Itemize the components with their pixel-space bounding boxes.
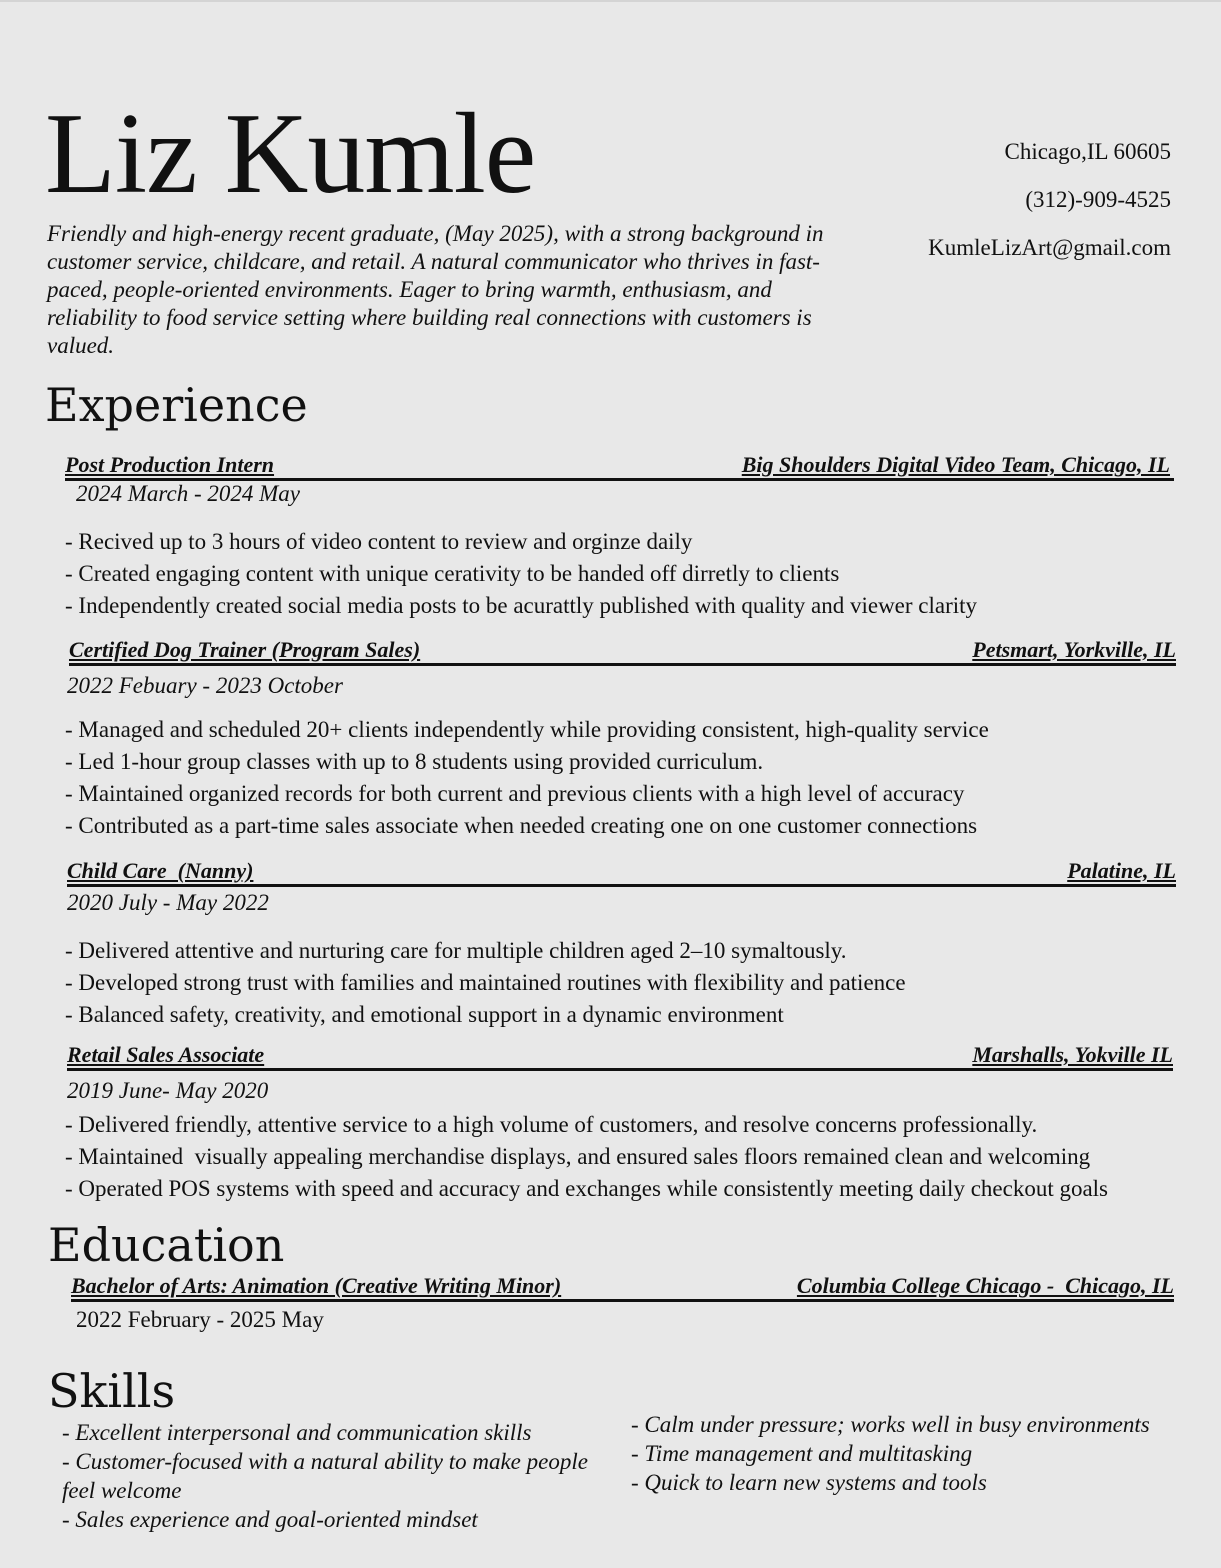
job-dates: 2024 March - 2024 May (76, 481, 300, 506)
education-dates: 2022 February - 2025 May (76, 1307, 324, 1332)
job-dates: 2020 July - May 2022 (67, 890, 269, 915)
job-location: Marshalls, Yokville IL (972, 1042, 1173, 1067)
skills-heading: Skills (48, 1364, 176, 1418)
job-bullets (65, 1109, 1108, 1205)
job-bullets (65, 526, 977, 622)
skill-item: - Customer-focused with a natural ability to make people feel welcome (62, 1449, 588, 1503)
contact-phone: (312)-909-4525 (1025, 187, 1171, 212)
job-title: Child Care (Nanny) (67, 858, 254, 883)
job-bullet: - Recived up to 3 hours of video content to review and orginze daily (65, 529, 693, 554)
skills-list-right (631, 1410, 1201, 1497)
experience-heading: Experience (45, 378, 308, 432)
job-location: Big Shoulders Digital Video Team, Chicago, IL (741, 452, 1170, 477)
job-bullet: - Developed strong trust with families and maintained routines with flexibility and patience (65, 970, 906, 995)
job-header (65, 452, 1174, 481)
job-bullet: - Contributed as a part-time sales associate when needed creating one on one customer connections (65, 813, 978, 838)
job-bullet: - Operated POS systems with speed and accuracy and exchanges while consistently meeting daily checkout goals (65, 1176, 1109, 1201)
job-bullets (65, 714, 989, 842)
job-header (67, 858, 1176, 887)
resume-name: Liz Kumle (45, 90, 536, 218)
skill-item: - Excellent interpersonal and communication skills (62, 1420, 532, 1445)
job-bullet: - Managed and scheduled 20+ clients independently while providing consistent, high-quality service (65, 717, 989, 742)
job-bullet: - Balanced safety, creativity, and emotional support in a dynamic environment (65, 1002, 784, 1027)
contact-info (928, 140, 1171, 284)
job-location: Petsmart, Yorkville, IL (972, 637, 1176, 662)
job-bullet: - Led 1-hour group classes with up to 8 students using provided curriculum. (65, 749, 764, 774)
job-bullet: - Maintained organized records for both current and previous clients with a high level of accuracy (65, 781, 965, 806)
skill-item: - Time management and multitasking (631, 1441, 973, 1466)
professional-summary: Friendly and high-energy recent graduate, (May 2025), with a strong background in customer service, childcare, and retail. A natural communicator who thrives in fast-paced, people-oriented environments. Eager to bring warmth, enthusiasm, and reliability to food service setting where building real connections with customers is valued. (47, 221, 824, 358)
job-bullets (65, 935, 906, 1031)
job-header (69, 637, 1176, 666)
education-heading: Education (48, 1218, 285, 1272)
education-header (71, 1273, 1174, 1302)
contact-email: KumleLizArt@gmail.com (928, 235, 1171, 260)
job-dates: 2019 June- May 2020 (67, 1078, 269, 1103)
job-title: Certified Dog Trainer (Program Sales) (69, 637, 421, 662)
job-header (67, 1042, 1173, 1071)
job-title: Post Production Intern (65, 452, 275, 477)
job-bullet: - Independently created social media posts to be acurattly published with quality and viewer clarity (65, 593, 978, 618)
contact-address: Chicago,IL 60605 (1004, 139, 1171, 164)
job-dates: 2022 Febuary - 2023 October (67, 673, 343, 698)
skill-item: - Calm under pressure; works well in busy environments (631, 1412, 1150, 1437)
skills-list-left (62, 1418, 622, 1534)
degree: Bachelor of Arts: Animation (Creative Writing Minor) (71, 1273, 562, 1298)
skill-item: - Quick to learn new systems and tools (631, 1470, 987, 1495)
school: Columbia College Chicago - Chicago, IL (796, 1273, 1174, 1298)
job-bullet: - Created engaging content with unique cerativity to be handed off dirretly to clients (65, 561, 840, 586)
job-bullet: - Delivered friendly, attentive service to a high volume of customers, and resolve concerns professionally. (65, 1112, 1038, 1137)
skill-item: - Sales experience and goal-oriented mindset (62, 1507, 478, 1532)
job-bullet: - Maintained visually appealing merchandise displays, and ensured sales floors remained clean and welcoming (65, 1144, 1091, 1169)
job-title: Retail Sales Associate (67, 1042, 265, 1067)
job-bullet: - Delivered attentive and nurturing care for multiple children aged 2–10 symaltously. (65, 938, 847, 963)
job-location: Palatine, IL (1067, 858, 1176, 883)
page-top-border (0, 0, 1221, 2)
